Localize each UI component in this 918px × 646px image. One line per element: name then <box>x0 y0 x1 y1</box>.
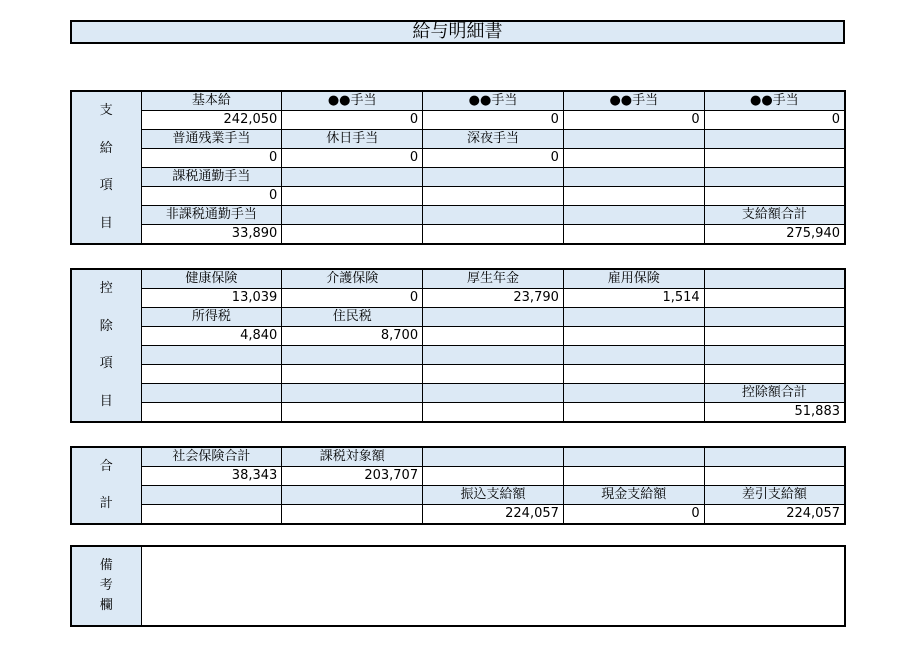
item-value: 0 <box>704 111 845 130</box>
item-label: 所得税 <box>141 308 282 327</box>
item-label: 厚生年金 <box>423 269 564 289</box>
item-value <box>563 225 704 245</box>
item-value: 0 <box>423 111 564 130</box>
section-side-label: 控 除 項 目 <box>71 269 141 422</box>
item-label <box>563 346 704 365</box>
item-label <box>141 346 282 365</box>
total-label: 控除額合計 <box>704 384 845 403</box>
item-value <box>423 327 564 346</box>
item-value <box>704 289 845 308</box>
item-value: 0 <box>563 111 704 130</box>
item-label: 非課税通勤手当 <box>141 206 282 225</box>
table-row <box>71 346 845 365</box>
item-value: 0 <box>423 149 564 168</box>
item-label: 深夜手当 <box>423 130 564 149</box>
item-label: 基本給 <box>141 91 282 111</box>
total-value: 51,883 <box>704 403 845 423</box>
item-label <box>282 168 423 187</box>
item-value: 203,707 <box>282 467 423 486</box>
item-label <box>563 384 704 403</box>
item-value <box>563 365 704 384</box>
item-value: 8,700 <box>282 327 423 346</box>
table-row <box>71 308 845 327</box>
item-value <box>282 365 423 384</box>
item-value <box>282 505 423 525</box>
deduction-items-section <box>70 268 846 423</box>
table-row <box>71 403 845 423</box>
item-label <box>282 384 423 403</box>
item-value <box>704 327 845 346</box>
item-value <box>563 187 704 206</box>
table-row <box>71 149 845 168</box>
item-value: 0 <box>282 149 423 168</box>
item-value <box>282 403 423 423</box>
item-label <box>563 447 704 467</box>
item-label <box>704 447 845 467</box>
item-label <box>423 447 564 467</box>
item-value: 38,343 <box>141 467 282 486</box>
table-row <box>71 130 845 149</box>
item-label: 普通残業手当 <box>141 130 282 149</box>
item-label: 介護保険 <box>282 269 423 289</box>
table-row <box>71 384 845 403</box>
item-value: 1,514 <box>563 289 704 308</box>
table-row <box>71 327 845 346</box>
item-label: 社会保険合計 <box>141 447 282 467</box>
item-label: ●●手当 <box>423 91 564 111</box>
item-value <box>141 505 282 525</box>
item-label: 雇用保険 <box>563 269 704 289</box>
table-row <box>71 269 845 289</box>
item-label: ●●手当 <box>563 91 704 111</box>
item-value: 0 <box>141 187 282 206</box>
item-label: ●●手当 <box>704 91 845 111</box>
item-label <box>563 130 704 149</box>
item-label: ●●手当 <box>282 91 423 111</box>
table-row <box>71 289 845 308</box>
item-label <box>423 346 564 365</box>
item-label: 現金支給額 <box>563 486 704 505</box>
item-value <box>563 467 704 486</box>
section-side-label: 合 計 <box>71 447 141 524</box>
item-value <box>282 187 423 206</box>
total-label: 支給額合計 <box>704 206 845 225</box>
item-label <box>141 384 282 403</box>
item-value: 4,840 <box>141 327 282 346</box>
item-value <box>563 149 704 168</box>
item-value: 242,050 <box>141 111 282 130</box>
item-value <box>141 403 282 423</box>
item-label <box>704 130 845 149</box>
item-label <box>563 168 704 187</box>
item-label <box>423 168 564 187</box>
item-label <box>141 486 282 505</box>
item-label: 住民税 <box>282 308 423 327</box>
item-value: 224,057 <box>423 505 564 525</box>
remarks-section <box>70 545 846 627</box>
item-value: 13,039 <box>141 289 282 308</box>
item-value <box>704 187 845 206</box>
item-label <box>423 384 564 403</box>
table-row <box>71 447 845 467</box>
table-row <box>71 111 845 130</box>
item-value <box>563 327 704 346</box>
totals-section <box>70 446 846 525</box>
total-value: 275,940 <box>704 225 845 245</box>
item-label <box>704 269 845 289</box>
table-row <box>71 467 845 486</box>
section-side-label: 備 考 欄 <box>71 546 141 626</box>
item-label: 振込支給額 <box>423 486 564 505</box>
item-value <box>141 365 282 384</box>
remarks-body <box>141 546 845 626</box>
table-row <box>71 505 845 525</box>
item-label <box>704 308 845 327</box>
item-value <box>704 467 845 486</box>
item-label <box>423 308 564 327</box>
table-row <box>71 546 845 626</box>
table-row <box>71 225 845 245</box>
item-label <box>423 206 564 225</box>
item-value <box>704 149 845 168</box>
item-value <box>423 187 564 206</box>
item-label <box>282 486 423 505</box>
item-label: 健康保険 <box>141 269 282 289</box>
table-row <box>71 206 845 225</box>
item-value <box>282 225 423 245</box>
item-label: 休日手当 <box>282 130 423 149</box>
item-value: 33,890 <box>141 225 282 245</box>
item-value <box>423 467 564 486</box>
item-value <box>423 403 564 423</box>
item-value: 0 <box>282 289 423 308</box>
item-label <box>282 346 423 365</box>
item-value: 0 <box>563 505 704 525</box>
item-value: 0 <box>282 111 423 130</box>
table-row <box>71 168 845 187</box>
table-row <box>71 91 845 111</box>
item-label <box>563 308 704 327</box>
item-label <box>282 206 423 225</box>
section-side-label: 支 給 項 目 <box>71 91 141 244</box>
item-value: 224,057 <box>704 505 845 525</box>
table-row <box>71 187 845 206</box>
item-label: 課税対象額 <box>282 447 423 467</box>
item-value <box>423 365 564 384</box>
item-value: 0 <box>141 149 282 168</box>
item-label: 課税通勤手当 <box>141 168 282 187</box>
item-value <box>423 225 564 245</box>
item-value: 23,790 <box>423 289 564 308</box>
item-label: 差引支給額 <box>704 486 845 505</box>
table-row <box>71 365 845 384</box>
item-label <box>704 168 845 187</box>
item-label <box>704 346 845 365</box>
item-value <box>563 403 704 423</box>
item-label <box>563 206 704 225</box>
item-value <box>704 365 845 384</box>
document-title: 給与明細書 <box>70 20 845 44</box>
table-row <box>71 486 845 505</box>
payment-items-section <box>70 90 846 245</box>
